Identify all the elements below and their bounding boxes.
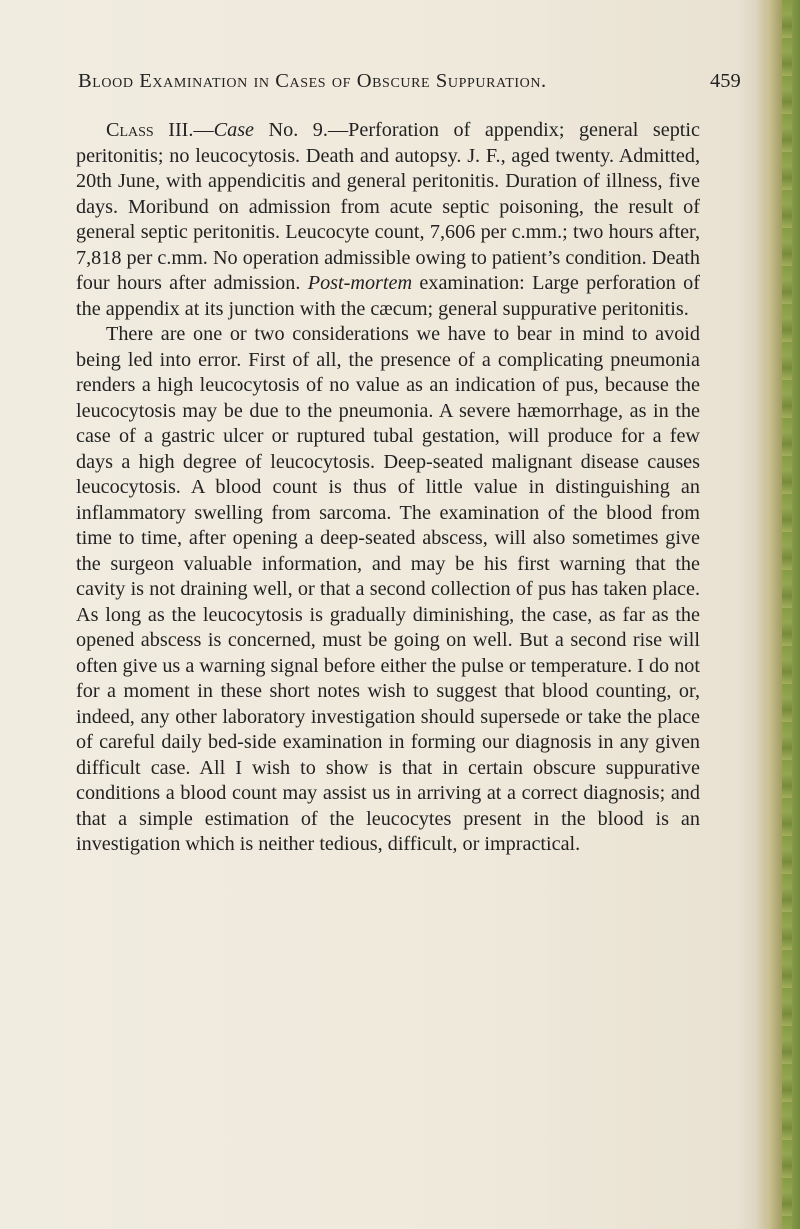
- case-text-a: No. 9.—Perforation of appendix; general septic peritonitis; no leucocytosis. Death and autopsy. J. F., aged twenty. Admitted, 20th June, with appendicitis and general peritonitis. Duration of illness, five days. Moribund on admission from acute septic poisoning, the result of general septic peritonitis. Leucocyte count, 7,606 per c.mm.; two hours after, 7,818 per c.mm. No operation admissible owing to patient’s condition. Death four hours after admission.: [76, 119, 700, 294]
- running-header: Blood Examination in Cases of Obscure Suppuration.: [78, 70, 547, 92]
- paragraph-case-report: [76, 118, 700, 322]
- page-edge-shadow: [756, 0, 800, 1229]
- page-number: 459: [710, 70, 741, 92]
- page-edge-binding: [782, 0, 792, 1229]
- case-label: Case: [213, 119, 255, 141]
- class-label: Class: [106, 119, 154, 141]
- case-text-b: examination: Large perforation of the appendix at its junction with the cæcum; general suppurative peritonitis.: [76, 272, 700, 320]
- class-number: III.—: [153, 119, 214, 141]
- body-text: [76, 118, 700, 858]
- post-mortem-label: Post-mortem: [307, 272, 413, 294]
- paragraph-considerations: There are one or two considerations we have to bear in mind to avoid being led into error. First of all, the presence of a complicating pneumonia renders a high leucocytosis of no value as an indication of pus, because the leucocytosis may be due to the pneumonia. A severe hæmorrhage, as in the case of a gastric ulcer or ruptured tubal gestation, will produce for a few days a high degree of leucocytosis. Deep-seated malignant disease causes leucocytosis. A blood count is thus of little value in distinguishing an inflammatory swelling from sarcoma. The examination of the blood from time to time, after opening a deep-seated abscess, will also sometimes give the surgeon valuable information, and may be his first warning that the cavity is not draining well, or that a second collection of pus has taken place. As long as the leucocytosis is gradually diminishing, the case, as far as the opened abscess is concerned, must be going on well. But a second rise will often give us a warning signal before either the pulse or temperature. I do not for a moment in these short notes wish to suggest that blood counting, or, indeed, any other laboratory investigation should supersede or take the place of careful daily bed-side examination in forming our diagnosis in any given difficult case. All I wish to show is that in certain obscure suppurative conditions a blood count may assist us in arriving at a correct diagnosis; and that a simple estimation of the leucocytes present in the blood is an investigation which is neither tedious, difficult, or impractical.: [76, 323, 700, 855]
